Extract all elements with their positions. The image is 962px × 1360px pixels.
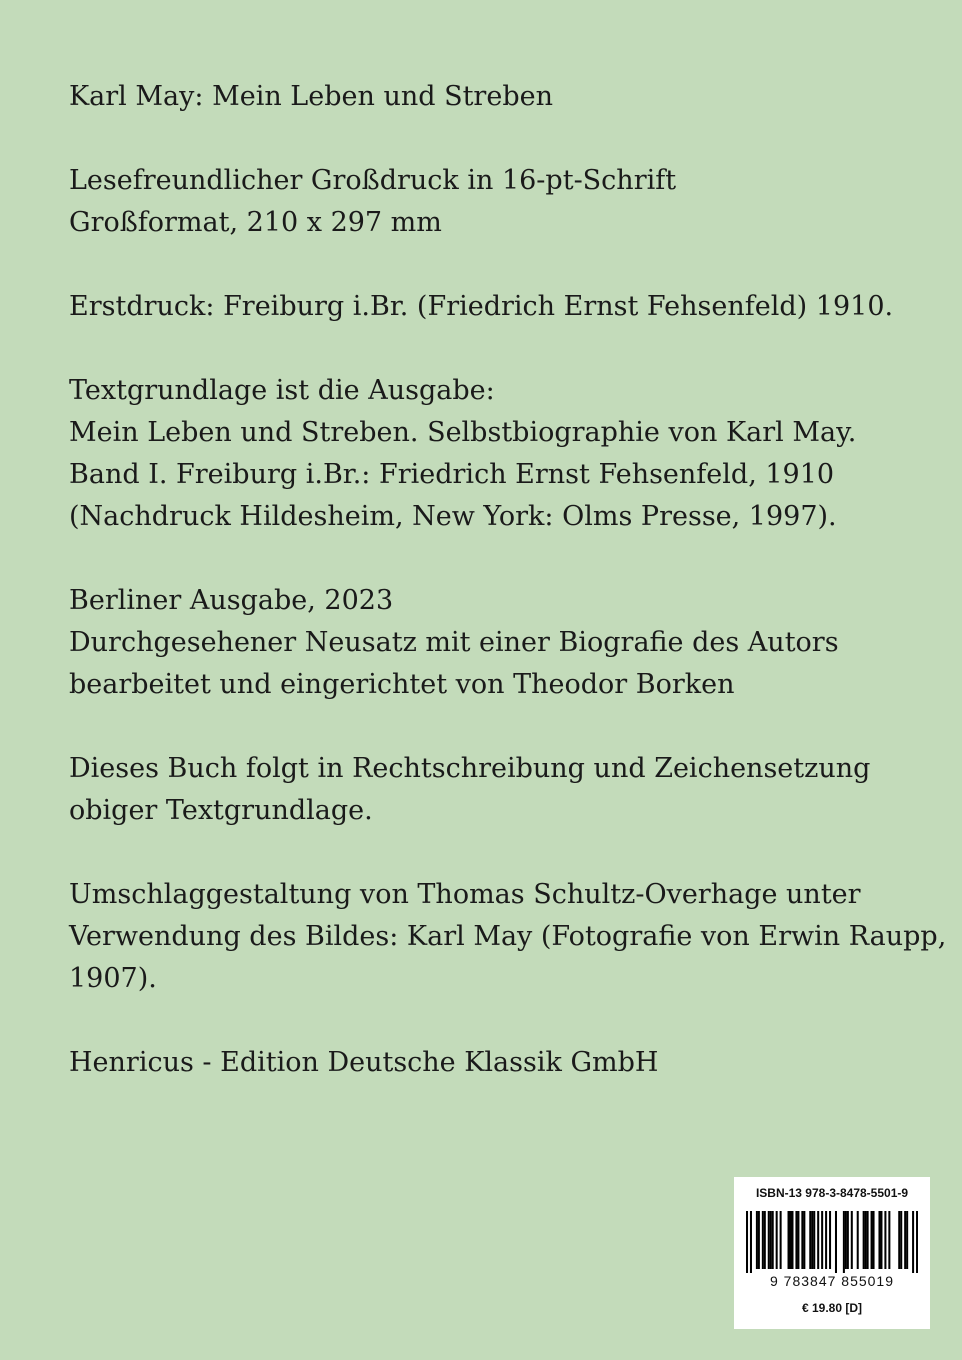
barcode-bar [916, 1211, 918, 1273]
barcode-bar [825, 1211, 827, 1269]
format-line: Lesefreundlicher Großdruck in 16-pt-Schrift [69, 165, 677, 196]
barcode-bar [878, 1211, 880, 1269]
barcode-bar [865, 1211, 867, 1269]
cover-design-line: 1907). [69, 963, 157, 994]
publisher-block [69, 1042, 929, 1084]
barcode-bar [764, 1211, 766, 1269]
barcode-digits: 9 783847 855019 [770, 1273, 894, 1289]
barcode-bar [873, 1211, 875, 1269]
barcode-bar [829, 1211, 831, 1269]
barcode-bar [762, 1211, 764, 1269]
first-print-block [69, 286, 929, 328]
barcode-bar [803, 1211, 805, 1269]
barcode-bar [776, 1211, 778, 1269]
publisher-name: Henricus - Edition Deutsche Klassik GmbH [69, 1047, 659, 1078]
barcode-bar [880, 1211, 882, 1269]
format-block [69, 160, 929, 244]
edition-line: bearbeitet und eingerichtet von Theodor Borken [69, 669, 735, 700]
text-basis-line: (Nachdruck Hildesheim, New York: Olms Presse, 1997). [69, 501, 837, 532]
barcode-bar [906, 1211, 908, 1269]
imprint-page [69, 76, 947, 1126]
barcode-bar [772, 1211, 774, 1269]
text-basis-line: Textgrundlage ist die Ausgabe: [69, 375, 495, 406]
orthography-line: Dieses Buch folgt in Rechtschreibung und Zeichensetzung [69, 753, 871, 784]
barcode-bar [797, 1211, 799, 1269]
barcode-bar [789, 1211, 791, 1269]
barcode-bar [912, 1211, 914, 1273]
barcode-bar [900, 1211, 902, 1269]
barcode-bar [835, 1211, 837, 1273]
barcode-bar [795, 1211, 797, 1269]
text-basis-line: Band I. Freiburg i.Br.: Friedrich Ernst Fehsenfeld, 1910 [69, 459, 835, 490]
barcode-bar [817, 1211, 819, 1269]
barcode-bar [821, 1211, 823, 1269]
barcode-bar [801, 1211, 803, 1269]
barcode-icon [746, 1211, 918, 1273]
cover-design-line: Umschlaggestaltung von Thomas Schultz-Overhage unter [69, 879, 861, 910]
barcode-bar [791, 1211, 793, 1269]
text-basis-line: Mein Leben und Streben. Selbstbiographie von Karl May. [69, 417, 857, 448]
barcode-bar [756, 1211, 758, 1269]
barcode-bar [746, 1211, 748, 1273]
barcode-bar [780, 1211, 782, 1269]
barcode-bar [788, 1211, 790, 1269]
barcode-bar [867, 1211, 869, 1269]
barcode-bar [845, 1211, 847, 1269]
barcode-bar [811, 1211, 813, 1269]
barcode-bar [809, 1211, 811, 1269]
barcode-bar [847, 1211, 849, 1269]
barcode-bar [871, 1211, 873, 1269]
barcode-bar [857, 1211, 859, 1269]
barcode-bar [768, 1211, 770, 1269]
barcode-bar [884, 1211, 886, 1269]
barcode-bar [904, 1211, 906, 1269]
cover-design-line: Verwendung des Bildes: Karl May (Fotografie von Erwin Raupp, [69, 921, 947, 952]
barcode-bar [758, 1211, 760, 1269]
book-title: Karl May: Mein Leben und Streben [69, 81, 553, 112]
first-print-line: Erstdruck: Freiburg i.Br. (Friedrich Ernst Fehsenfeld) 1910. [69, 291, 894, 322]
barcode-bar [851, 1211, 853, 1269]
barcode-label [734, 1177, 930, 1329]
barcode-bar [770, 1211, 772, 1269]
cover-design-block [69, 874, 947, 1000]
isbn-number: ISBN-13 978-3-8478-5501-9 [755, 1186, 909, 1200]
barcode-bar [898, 1211, 900, 1269]
barcode-bar [843, 1211, 845, 1273]
edition-line: Durchgesehener Neusatz mit einer Biografie des Autors [69, 627, 839, 658]
barcode-bar [888, 1211, 890, 1269]
orthography-block [69, 748, 929, 832]
barcode-bar [863, 1211, 865, 1269]
orthography-line: obiger Textgrundlage. [69, 795, 373, 826]
price-label: € 19.80 [D] [801, 1301, 863, 1315]
format-line: Großformat, 210 x 297 mm [69, 207, 442, 238]
barcode-bar [750, 1211, 752, 1273]
title-block [69, 76, 929, 118]
barcode-bar [813, 1211, 815, 1269]
edition-block [69, 580, 929, 706]
text-basis-block [69, 370, 929, 538]
edition-line: Berliner Ausgabe, 2023 [69, 585, 394, 616]
